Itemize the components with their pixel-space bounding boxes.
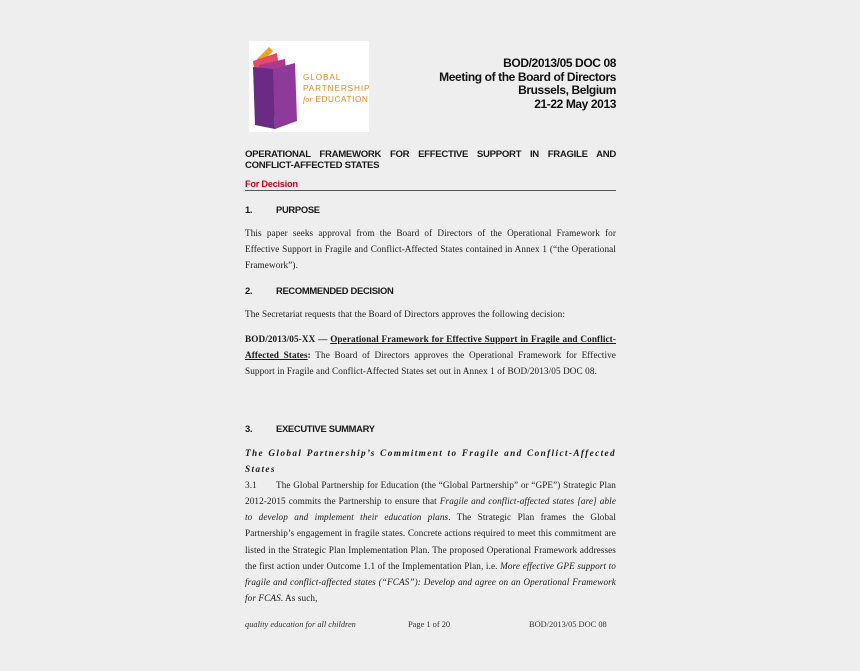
logo-line-global: GLOBAL xyxy=(303,73,342,82)
meeting-location: Brussels, Belgium xyxy=(518,83,616,98)
summary-text-1: The Global Partnership for Education (the “Global Partnership” or “GPE”) Strategic Plan 2012-2015 commits the Partnership to ensure that xyxy=(245,480,616,507)
footer-doc-reference: BOD/2013/05 DOC 08 xyxy=(529,620,607,629)
doc-reference: BOD/2013/05 DOC 08 xyxy=(503,56,616,70)
section-title: RECOMMENDED DECISION xyxy=(276,285,394,296)
summary-italic-1: Fragile and conflict-affected states [are] able to develop and implement their education plans xyxy=(245,496,616,523)
decision-title: Operational Framework for Effective Support in Fragile and Conflict-Affected States xyxy=(245,334,617,361)
logo-page-magenta xyxy=(273,63,297,129)
section-number: 1. xyxy=(245,204,253,215)
decision-text: The Board of Directors approves the Operational Framework for Effective Support in Fragile and Conflict-Affected States set out in Annex 1 of BOD/2013/05 DOC 08. xyxy=(245,350,616,377)
summary-italic-2: More effective GPE support to fragile and conflict-affected states (“FCAS”): Develop and agree on an Operational Framework for FCAS xyxy=(245,560,616,603)
summary-text-2: . The Strategic Plan frames the Global Partnership’s engagement in fragile states. Concrete actions required to meet this commitment are listed in the Strategic Plan Implementation Plan. The proposed Operational Framework addresses the first action under Outcome 1.1 of the Implementation Plan, i.e. xyxy=(245,512,616,571)
section-purpose-heading xyxy=(245,204,320,215)
logo-page-violet xyxy=(253,67,275,129)
section-title: EXECUTIVE SUMMARY xyxy=(276,423,375,434)
section-number: 2. xyxy=(245,285,253,296)
decision-paragraph xyxy=(245,331,616,379)
logo-line-education xyxy=(303,94,370,105)
summary-text-3: . As such, xyxy=(280,592,318,603)
open-book-logo-icon xyxy=(249,41,309,132)
section-decision-heading xyxy=(245,285,393,296)
decision-intro-paragraph: The Secretariat requests that the Board of Directors approves the following decision: xyxy=(245,309,566,319)
summary-paragraph-3-1 xyxy=(245,477,616,606)
document-header xyxy=(439,57,616,112)
summary-body xyxy=(245,445,616,606)
section-summary-heading xyxy=(245,423,375,434)
section-title: PURPOSE xyxy=(276,204,320,215)
logo-for: for xyxy=(303,95,313,104)
paragraph-number: 3.1 xyxy=(245,480,257,491)
section-number: 3. xyxy=(245,423,253,434)
decision-code: BOD/2013/05-XX — xyxy=(245,334,328,344)
meeting-dates: 21-22 May 2013 xyxy=(534,97,616,112)
summary-subheading: The Global Partnership’s Commitment to Fragile and Conflict-Affected States xyxy=(245,448,616,475)
title-divider xyxy=(245,190,616,191)
purpose-paragraph: This paper seeks approval from the Board of Directors of the Operational Framework for Effective Support in Fragile and Conflict-Affected States contained in Annex 1 (“the Operational Framework”). xyxy=(245,228,616,271)
gpe-logo xyxy=(249,41,369,132)
logo-education: EDUCATION xyxy=(312,95,369,104)
logo-wordmark xyxy=(303,72,370,105)
decision-colon: : xyxy=(307,350,311,361)
document-title: OPERATIONAL FRAMEWORK FOR EFFECTIVE SUPPORT IN FRAGILE AND CONFLICT-AFFECTED STATES xyxy=(245,149,616,171)
meeting-name: Meeting of the Board of Directors xyxy=(439,69,616,84)
footer-tagline: quality education for all children xyxy=(245,620,356,629)
logo-line-partnership: PARTNERSHIP xyxy=(303,84,371,93)
footer-page-number: Page 1 of 20 xyxy=(408,620,451,629)
for-decision-label: For Decision xyxy=(245,179,298,189)
